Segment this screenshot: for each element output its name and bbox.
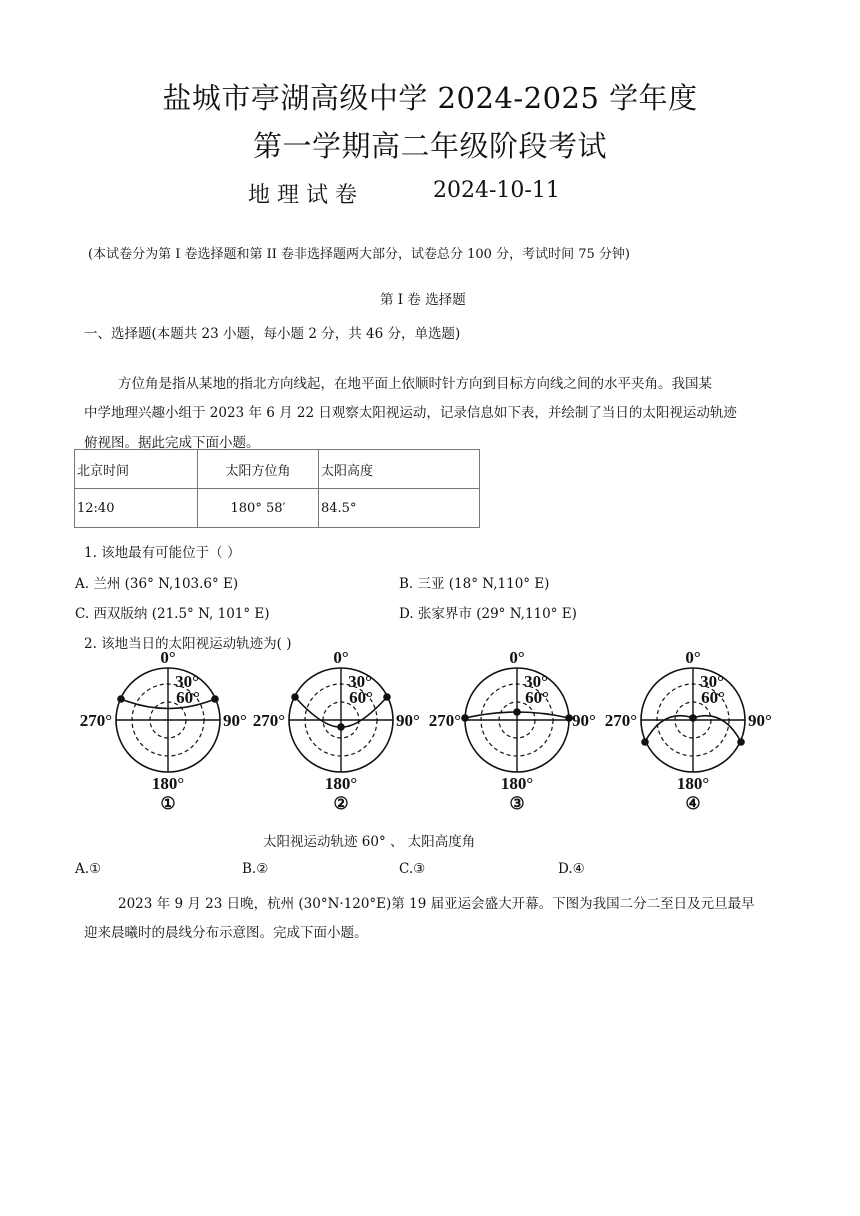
subject-title: 地 理 试 卷: [248, 183, 357, 208]
dial-label-east: 90°: [396, 711, 420, 730]
q2-option-b[interactable]: B.②: [242, 861, 269, 877]
q1-option-b[interactable]: B. 三亚 (18° N,110° E): [399, 576, 550, 592]
table-cell: 180° 58′: [198, 489, 319, 528]
dial-number: ③: [509, 794, 525, 813]
dial-number: ①: [160, 794, 176, 813]
dial-label-60: 60°: [349, 688, 373, 707]
part-title: 第 I 卷 选择题: [380, 292, 466, 308]
dial-label-west: 270°: [79, 711, 112, 730]
sun-position-dot: [461, 714, 469, 722]
passage1-line3: 俯视图。据此完成下面小题。: [84, 435, 260, 451]
sun-position-dot: [117, 695, 125, 703]
passage1-line2: 中学地理兴趣小组于 2023 年 6 月 22 日观察太阳视运动，记录信息如下表，并绘制了当日的太阳视运动轨迹: [84, 405, 737, 421]
dial-number: ④: [685, 794, 701, 813]
dial-label-60: 60°: [176, 688, 200, 707]
dial-label-south: 180°: [500, 774, 534, 793]
passage1-line1: 方位角是指从某地的指北方向线起，在地平面上依顺时针方向到目标方向线之间的水平夹角。我国某: [118, 376, 712, 392]
table-header-cell: 北京时间: [75, 450, 198, 489]
passage2-line2: 迎来晨曦时的晨线分布示意图。完成下面小题。: [84, 925, 368, 941]
exam-date: 2024-10-11: [433, 178, 560, 203]
q2-option-c[interactable]: C.③: [399, 861, 426, 877]
sun-position-dot: [737, 738, 745, 746]
dial-label-south: 180°: [676, 774, 710, 793]
dial-label-west: 270°: [604, 711, 637, 730]
table-header-cell: 太阳方位角: [198, 450, 319, 489]
question2-stem: 2. 该地当日的太阳视运动轨迹为( ): [84, 636, 292, 652]
dial-label-north: 0°: [333, 648, 349, 667]
figure-caption: 太阳视运动轨迹 60° 、 太阳高度角: [263, 834, 476, 850]
sun-position-dot: [211, 695, 219, 703]
sun-position-dot: [337, 723, 345, 731]
q2-option-a[interactable]: A.①: [75, 861, 102, 877]
sun-position-dot: [689, 714, 697, 722]
dial-label-60: 60°: [525, 688, 549, 707]
dial-number: ②: [333, 794, 349, 813]
observation-table: [74, 449, 480, 528]
dial-label-east: 90°: [223, 711, 247, 730]
dial-label-60: 60°: [701, 688, 725, 707]
dial-label-30: 30°: [175, 672, 199, 691]
sun-position-dot: [513, 708, 521, 716]
sun-position-dot: [383, 693, 391, 701]
dial-label-30: 30°: [348, 672, 372, 691]
dial-label-north: 0°: [685, 648, 701, 667]
dial-label-east: 90°: [748, 711, 772, 730]
dial-label-west: 270°: [428, 711, 461, 730]
dial-label-north: 0°: [160, 648, 176, 667]
exam-title-line2: 第一学期高二年级阶段考试: [252, 129, 607, 163]
dial-label-north: 0°: [509, 648, 525, 667]
table-row: [75, 489, 480, 528]
section-heading: 一、选择题(本题共 23 小题，每小题 2 分，共 46 分，单选题): [84, 326, 461, 342]
question1-stem: 1. 该地最有可能位于（ ）: [84, 545, 241, 561]
dial-label-west: 270°: [252, 711, 285, 730]
table-header-cell: 太阳高度: [319, 450, 480, 489]
q2-option-d[interactable]: D.④: [558, 861, 585, 877]
dial-label-south: 180°: [151, 774, 185, 793]
sun-path-diagrams: [0, 648, 860, 820]
sun-position-dot: [641, 738, 649, 746]
sun-position-dot: [291, 693, 299, 701]
q1-option-c[interactable]: C. 西双版纳 (21.5° N, 101° E): [75, 606, 270, 622]
dial-label-east: 90°: [572, 711, 596, 730]
dial-label-30: 30°: [700, 672, 724, 691]
q1-option-a[interactable]: A. 兰州 (36° N,103.6° E): [75, 576, 239, 592]
dial-label-30: 30°: [524, 672, 548, 691]
table-cell: 12:40: [75, 489, 198, 528]
table-header-row: [75, 450, 480, 489]
passage2-line1: 2023 年 9 月 23 日晚，杭州 (30°N·120°E)第 19 届亚运会盛大开幕。下图为我国二分二至日及元旦最早: [118, 896, 755, 912]
exam-instructions: (本试卷分为第 I 卷选择题和第 II 卷非选择题两大部分，试卷总分 100 分，考试时间 75 分钟): [88, 247, 630, 262]
q1-option-d[interactable]: D. 张家界市 (29° N,110° E): [399, 606, 577, 622]
exam-title-line1: 盐城市亭湖高级中学 2024-2025 学年度: [162, 81, 698, 115]
table-cell: 84.5°: [319, 489, 480, 528]
dial-label-south: 180°: [324, 774, 358, 793]
